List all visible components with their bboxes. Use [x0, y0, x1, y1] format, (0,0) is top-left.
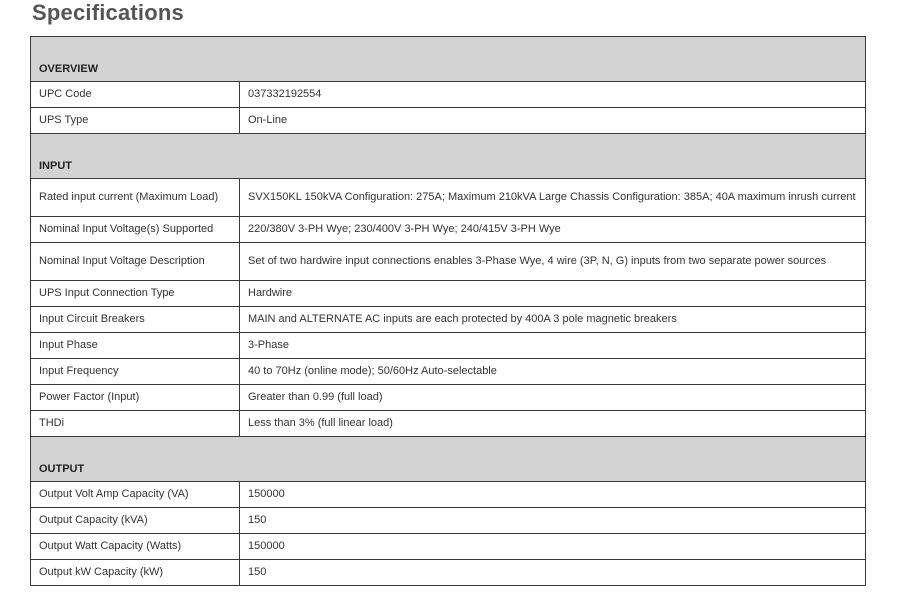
page-title: Specifications [32, 0, 184, 25]
spec-label: THDi [31, 411, 240, 437]
spec-label: Rated input current (Maximum Load) [31, 179, 240, 217]
spec-row [31, 411, 866, 437]
section-header-input [31, 134, 866, 179]
spec-value: 150000 [240, 534, 866, 560]
section-heading: INPUT [31, 134, 866, 179]
spec-value: 150 [240, 508, 866, 534]
spec-row [31, 359, 866, 385]
spec-value: Greater than 0.99 (full load) [240, 385, 866, 411]
spec-label: UPC Code [31, 82, 240, 108]
spec-value: Hardwire [240, 281, 866, 307]
spec-row [31, 281, 866, 307]
spec-row [31, 243, 866, 281]
spec-row [31, 179, 866, 217]
spec-label: Nominal Input Voltage Description [31, 243, 240, 281]
spec-label: Output Capacity (kVA) [31, 508, 240, 534]
spec-row [31, 307, 866, 333]
specifications-table [30, 36, 866, 586]
section-heading: OVERVIEW [31, 37, 866, 82]
spec-label: UPS Input Connection Type [31, 281, 240, 307]
spec-row [31, 482, 866, 508]
spec-value: 037332192554 [240, 82, 866, 108]
spec-row [31, 560, 866, 586]
section-header-output [31, 437, 866, 482]
spec-value: 3-Phase [240, 333, 866, 359]
spec-value: On-Line [240, 108, 866, 134]
spec-label: Output Watt Capacity (Watts) [31, 534, 240, 560]
spec-label: Input Phase [31, 333, 240, 359]
spec-row [31, 82, 866, 108]
spec-label: Output Volt Amp Capacity (VA) [31, 482, 240, 508]
spec-label: Nominal Input Voltage(s) Supported [31, 217, 240, 243]
spec-value: 150000 [240, 482, 866, 508]
spec-row [31, 217, 866, 243]
spec-label: UPS Type [31, 108, 240, 134]
spec-label: Input Circuit Breakers [31, 307, 240, 333]
spec-value: Less than 3% (full linear load) [240, 411, 866, 437]
spec-value: SVX150KL 150kVA Configuration: 275A; Maximum 210kVA Large Chassis Configuration: 385A; 40A maximum inrush current [240, 179, 866, 217]
spec-row [31, 333, 866, 359]
spec-label: Input Frequency [31, 359, 240, 385]
spec-value: 40 to 70Hz (online mode); 50/60Hz Auto-selectable [240, 359, 866, 385]
spec-label: Power Factor (Input) [31, 385, 240, 411]
spec-value: Set of two hardwire input connections enables 3-Phase Wye, 4 wire (3P, N, G) inputs from two separate power sources [240, 243, 866, 281]
spec-row [31, 108, 866, 134]
spec-row [31, 385, 866, 411]
spec-value: 220/380V 3-PH Wye; 230/400V 3-PH Wye; 240/415V 3-PH Wye [240, 217, 866, 243]
spec-row [31, 534, 866, 560]
spec-value: MAIN and ALTERNATE AC inputs are each protected by 400A 3 pole magnetic breakers [240, 307, 866, 333]
section-header-overview [31, 37, 866, 82]
section-heading: OUTPUT [31, 437, 866, 482]
spec-value: 150 [240, 560, 866, 586]
spec-label: Output kW Capacity (kW) [31, 560, 240, 586]
spec-row [31, 508, 866, 534]
